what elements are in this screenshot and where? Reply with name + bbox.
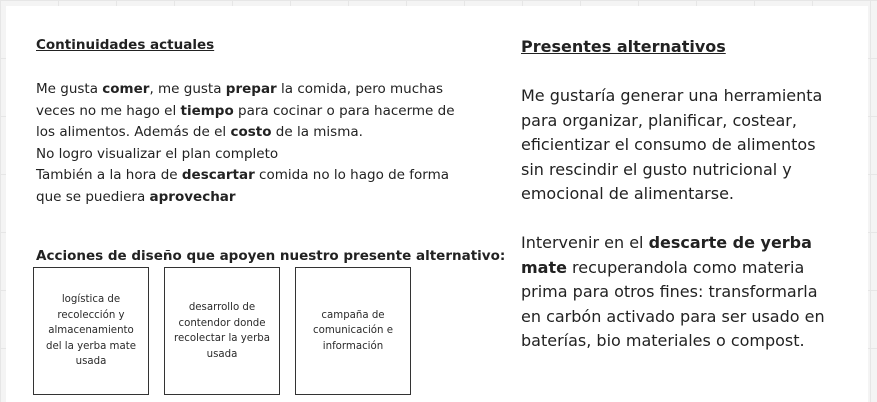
presentes-alternativos-title: Presentes alternativos — [521, 37, 726, 56]
sticky-note-campana[interactable] — [295, 267, 411, 395]
sticky-note-logistica[interactable] — [33, 267, 149, 395]
presentes-line: para organizar, planificar, costear, — [521, 110, 797, 130]
presentes-line: prima para otros fines: transformarla — [521, 282, 818, 301]
presentes-line: eficientizar el consumo de alimentos — [521, 135, 816, 154]
paragraph-gap — [521, 207, 841, 232]
acciones-title: Acciones de diseño que apoyen nuestro presente alternativo: — [36, 248, 506, 264]
presentes-alternativos-text — [521, 84, 841, 354]
presentes-line: baterías, bio materiales o compost. — [521, 331, 805, 350]
presentes-line: emocional de alimentarse. — [521, 184, 734, 203]
presentes-line: en carbón activado para ser usado en — [521, 306, 825, 326]
presentes-line: Me gustaría generar una herramienta — [521, 86, 823, 105]
presentes-line: sin rescindir el gusto nutricional y — [521, 159, 792, 179]
continuidades-line: No logro visualizar el plan completo — [36, 145, 279, 162]
whiteboard-frame — [6, 6, 868, 402]
sticky-note-contenedor[interactable] — [164, 267, 280, 395]
sticky-note-text: logística de recolección y almacenamiento del la yerba mate usada — [46, 294, 136, 368]
continuidades-text — [36, 79, 476, 208]
continuidades-line: que se puediera aprovechar — [36, 188, 236, 205]
continuidades-line: También a la hora de descartar comida no lo hago de forma — [36, 167, 450, 183]
continuidades-line: los alimentos. Además de el costo de la misma. — [36, 124, 363, 140]
presentes-line: mate recuperandola como materia — [521, 257, 805, 277]
presentes-line: Intervenir en el descarte de yerba — [521, 233, 812, 252]
sticky-note-text: campaña de comunicación e información — [313, 309, 393, 352]
continuidades-line: veces no me hago el tiempo para cocinar o para hacerme de — [36, 102, 455, 119]
continuidades-title: Continuidades actuales — [36, 37, 215, 53]
continuidades-line: Me gusta comer, me gusta prepar la comida, pero muchas — [36, 81, 444, 97]
sticky-note-text: desarrollo de contendor donde recolectar la yerba usada — [174, 302, 270, 360]
